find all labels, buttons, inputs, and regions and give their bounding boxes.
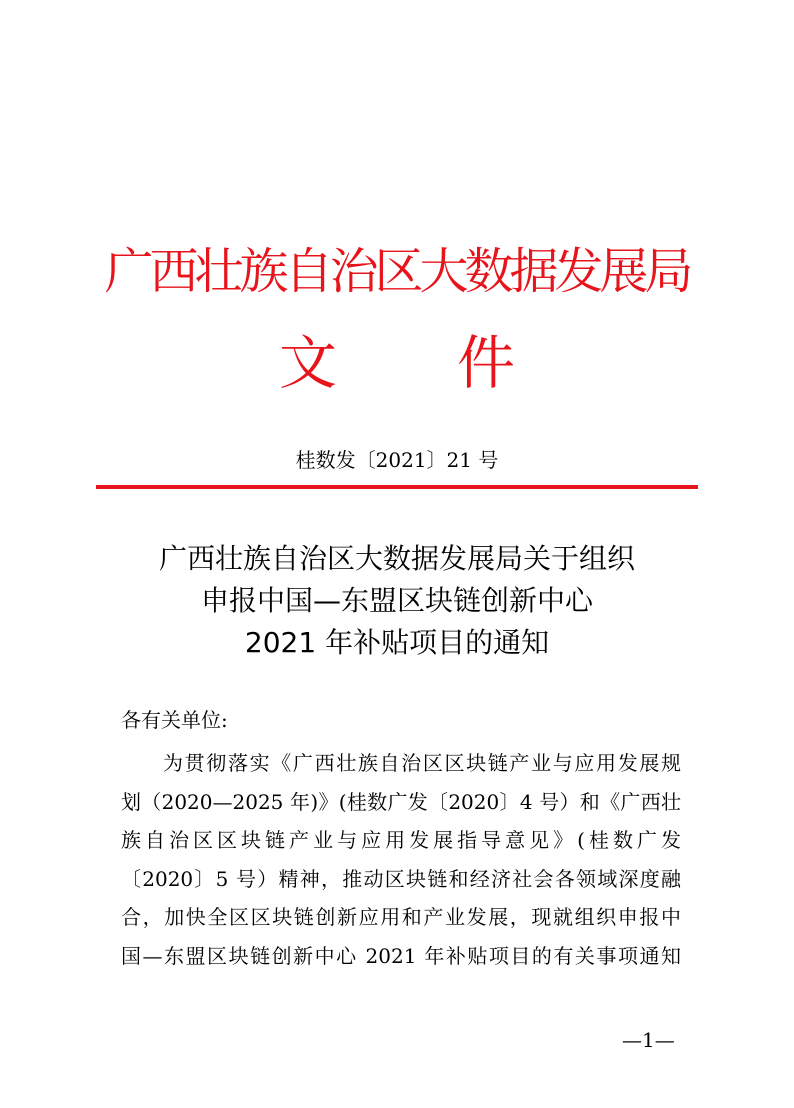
body-paragraph	[121, 744, 681, 975]
notice-title-line: 申报中国—东盟区块链创新中心	[200, 584, 593, 617]
salutation: 各有关单位:	[121, 708, 228, 732]
body-line: 国—东盟区块链创新中心 2021 年补贴项目的有关事项通知	[121, 943, 681, 968]
document-type-header: 文件	[278, 329, 635, 397]
page-number: —1—	[622, 1028, 675, 1052]
document-number: 桂数发〔2021〕21 号	[295, 448, 499, 472]
body-line: 合，加快全区区块链创新应用和产业发展，现就组织申报中	[121, 905, 681, 929]
body-line: 为贯彻落实《广西壮族自治区区块链产业与应用发展规	[163, 751, 681, 775]
body-line: 划（2020—2025 年)》(桂数广发〔2020〕4 号）和《广西壮	[121, 789, 681, 814]
notice-title-line: 2021 年补贴项目的通知	[244, 626, 550, 659]
red-divider-rule	[96, 485, 698, 489]
body-line: 〔2020〕5 号）精神，推动区块链和经济社会各领域深度融	[121, 866, 681, 891]
notice-title-line: 广西壮族自治区大数据发展局关于组织	[158, 542, 635, 575]
issuer-header: 广西壮族自治区大数据发展局	[104, 243, 690, 300]
body-line: 族自治区区块链产业与应用发展指导意见》(桂数广发	[121, 828, 681, 852]
notice-title	[0, 538, 794, 664]
